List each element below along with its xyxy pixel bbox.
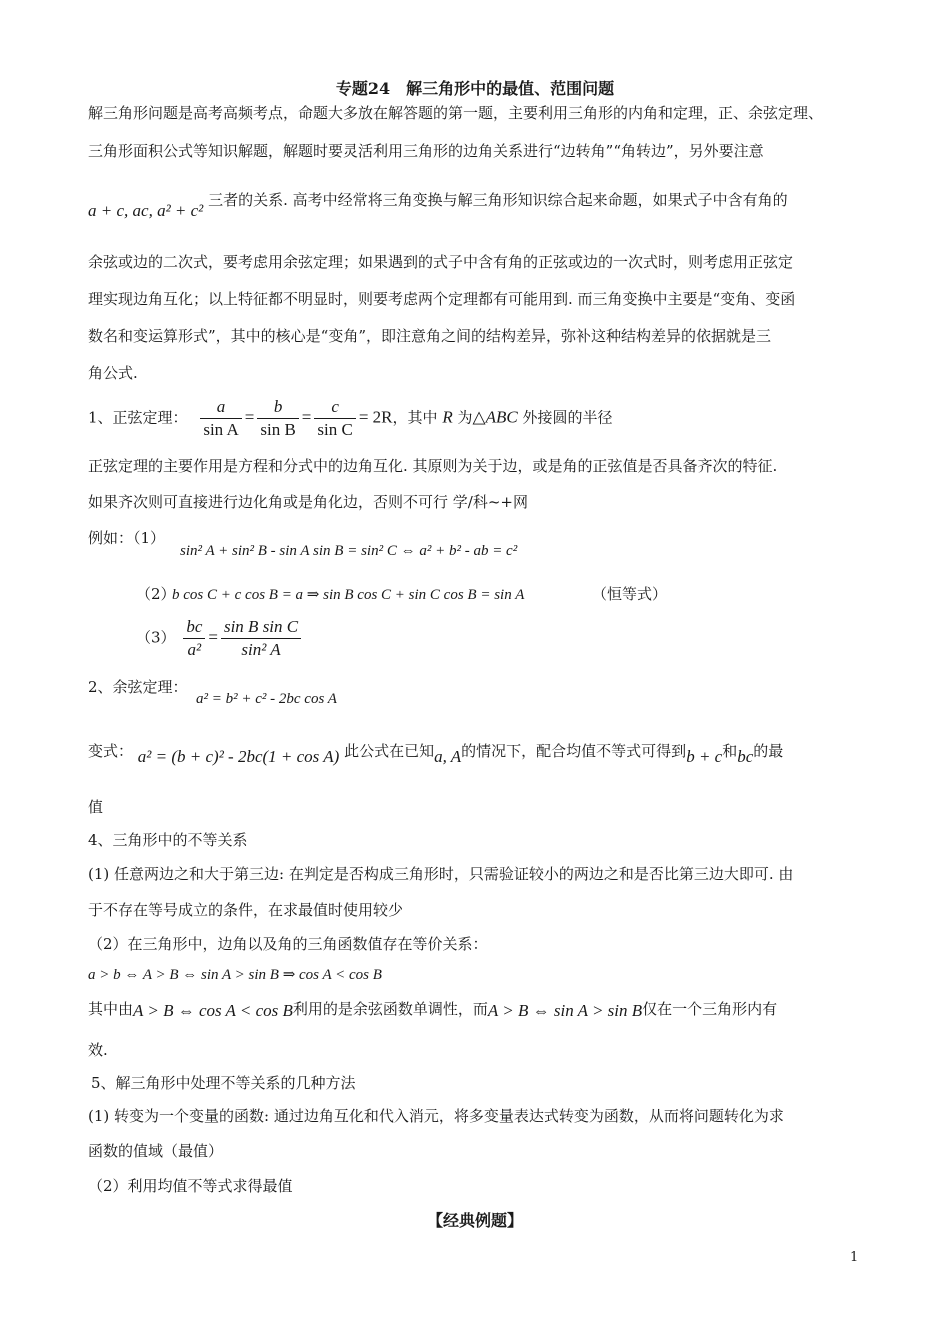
sine-law-label: 1、正弦定理： xyxy=(88,408,188,427)
cos-law-label: 2、余弦定理： xyxy=(88,678,188,696)
fraction-c-numerator: c xyxy=(314,396,355,419)
cos-law-variant-text-3: 的最 xyxy=(753,742,784,760)
cos-law-variant-text-2: 的情况下，配合均值不等式可得到 xyxy=(461,742,687,760)
intro-line-2: 三角形面积公式等知识解题，解题时要灵活利用三角形的边角关系进行“边转角”“角转边”，另外要注意 xyxy=(88,142,764,160)
intro-formula: a + c, ac, a² + c² xyxy=(88,201,204,220)
cos-law-variant-bc: bc xyxy=(737,747,754,766)
ineq-p3-pre: 其中由 xyxy=(88,1000,134,1018)
fraction-b-denominator: sin B xyxy=(260,420,296,439)
intro-line-3-text: 三者的关系. 高考中经常将三角变换与解三角形知识综合起来命题，如果式子中含有角的 xyxy=(208,191,788,209)
ineq-p1-line-1: (1) 任意两边之和大于第三边: 在判定是否构成三角形时，只需验证较小的两边之和是否比第三边大即可. 由 xyxy=(88,865,794,883)
example-2-formula: b cos C + c cos B = a ⇒ sin B cos C + sin C cos B = sin A xyxy=(172,587,525,603)
ineq-p3-formula-1: A > B ⇔ cos A < cos B xyxy=(133,1001,293,1020)
ineq-p3-formula-2: A > B ⇔ sin A > sin B xyxy=(487,1001,643,1020)
ineq-p3-post: 仅在一个三角形内有 xyxy=(642,1000,778,1018)
cos-law-variant-label: 变式： xyxy=(88,742,134,760)
example-3-right-den: sin² A xyxy=(241,640,281,659)
cos-law-formula: a² = b² + c² - 2bc cos A xyxy=(196,691,337,707)
sine-law-note-mid: 为 xyxy=(457,408,473,427)
triangle-symbol: △ABC xyxy=(472,407,518,427)
ineq-p1-line-2: 于不存在等号成立的条件，在求最值时使用较少 xyxy=(88,901,404,919)
example-label: 例如：（1） xyxy=(88,529,166,547)
sine-law-tail: = 2R xyxy=(358,407,393,427)
ineq-p3-end: 效. xyxy=(88,1041,108,1059)
example-2-label: （2） xyxy=(136,585,176,603)
fraction-c xyxy=(314,396,355,441)
intro-line-1: 解三角形问题是高考高频考点，命题大多放在解答题的第一题，主要利用三角形的内角和定理，正、余弦定理、 xyxy=(88,104,824,122)
fraction-c-denominator: sin C xyxy=(317,420,353,439)
cos-law-variant-text-1: 此公式在已知 xyxy=(344,742,435,760)
methods-m2: （2）利用均值不等式求得最值 xyxy=(88,1177,293,1195)
sine-law-note-post: 外接圆的半径 xyxy=(522,408,613,427)
methods-m1-line-2: 函数的值域（最值） xyxy=(88,1142,224,1160)
page-title: 专题24 解三角形中的最值、范围问题 xyxy=(335,79,615,98)
ineq-chain-formula: a > b ⇔ A > B ⇔ sin A > sin B ⇒ cos A < cos B xyxy=(88,967,382,983)
intro-line-5: 理实现边角互化；以上特征都不明显时，则要考虑两个定理都有可能用到. 而三角变换中主要是“变角、变函 xyxy=(88,290,796,308)
cos-law-variant-aA: a, A xyxy=(434,747,462,766)
example-3-right-num: sin B sin C xyxy=(221,616,301,639)
example-2-note: （恒等式） xyxy=(592,585,668,603)
section-title: 【经典例题】 xyxy=(426,1211,523,1230)
methods-heading: 5、解三角形中处理不等关系的几种方法 xyxy=(91,1074,356,1092)
example-3-right-fraction xyxy=(221,616,301,661)
ineq-p3-line xyxy=(88,998,777,1020)
cos-law-variant-and: 和 xyxy=(722,742,738,760)
fraction-a xyxy=(200,396,241,441)
intro-line-7: 角公式. xyxy=(88,364,138,382)
methods-m1-line-1: (1) 转变为一个变量的函数: 通过边角互化和代入消元，将多变量表达式转变为函数，从而将问题转化为求 xyxy=(88,1107,784,1125)
sine-law-line: 1、正弦定理： $\frac{a}{\text{sin A}}$ = $\frac{b}{\text{sin B}}$ = $\frac{c}{\text{sin C}}$ = 2R，其中 R 为△ABC 外接圆的半径 xyxy=(88,397,613,439)
example-1-formula: sin² A + sin² B - sin A sin B = sin² C ⇔ a² + b² - ab = c² xyxy=(180,543,518,559)
fraction-a-denominator: sin A xyxy=(203,420,239,439)
cos-law-variant-b-plus-c: b + c xyxy=(686,747,723,766)
cos-law-variant-formula: a² = (b + c)² - 2bc(1 + cos A) xyxy=(137,747,340,766)
sine-law-note-pre: ，其中 xyxy=(392,408,438,427)
example-3-left-den: a² xyxy=(187,640,202,659)
intro-line-6: 数名和变运算形式”，其中的核心是“变角”，即注意角之间的结构差异，弥补这种结构差异的依据就是三 xyxy=(88,327,772,345)
ineq-p2: （2）在三角形中，边角以及角的三角函数值存在等价关系： xyxy=(88,935,488,953)
page-number: 1 xyxy=(850,1250,859,1265)
cos-law-variant-line xyxy=(88,740,784,766)
ineq-heading: 4、三角形中的不等关系 xyxy=(88,831,248,849)
example-3-line: （3） $\frac{bc}{\text{a²}}$ = $\frac{\text{sin B sin C}}{\text{sin² A}}$ xyxy=(136,616,304,661)
fraction-b-numerator: b xyxy=(257,396,298,419)
example-3-left-num: bc xyxy=(183,616,205,639)
example-3-left-fraction xyxy=(183,616,205,661)
example-3-label: （3） xyxy=(136,628,176,647)
fraction-b xyxy=(257,396,298,441)
intro-line-4: 余弦或边的二次式，要考虑用余弦定理；如果遇到的式子中含有角的正弦或边的一次式时，则考虑用正弦定 xyxy=(88,253,794,271)
cos-law-variant-end: 值 xyxy=(88,798,104,816)
ineq-p3-mid: 利用的是余弦函数单调性，而 xyxy=(292,1000,488,1018)
radius-symbol: R xyxy=(442,407,453,427)
intro-line-3 xyxy=(88,190,788,220)
sine-law-desc-2: 如果齐次则可直接进行边化角或是角化边，否则不可行 学/科~+网 xyxy=(88,493,528,511)
fraction-a-numerator: a xyxy=(200,396,241,419)
sine-law-desc-1: 正弦定理的主要作用是方程和分式中的边角互化. 其原则为关于边，或是角的正弦值是否具备齐次的特征. xyxy=(88,457,778,475)
